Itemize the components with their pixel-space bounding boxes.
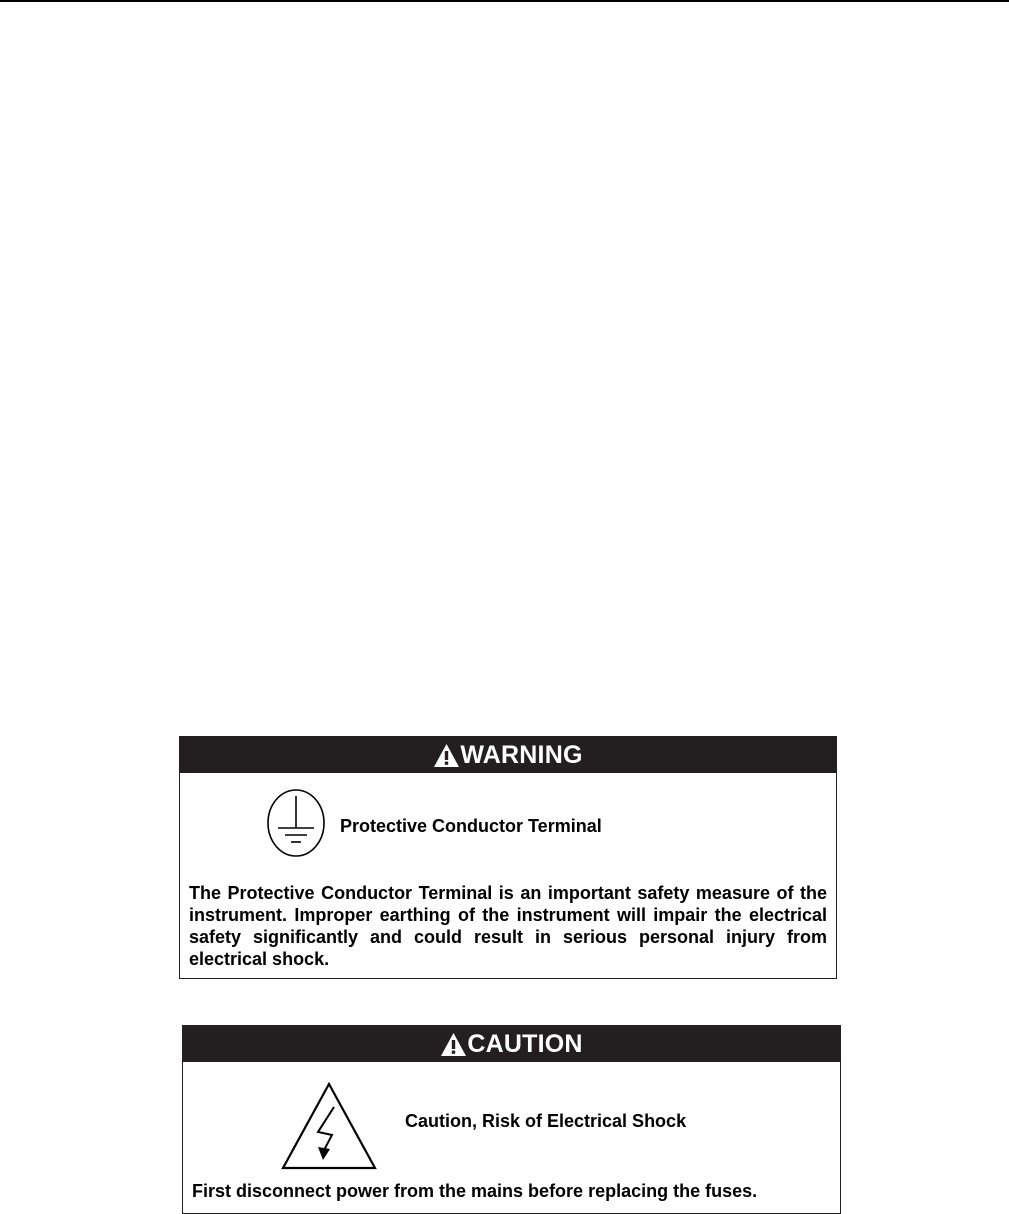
caution-triangle-icon	[440, 1032, 467, 1057]
warning-title: WARNING	[460, 741, 583, 769]
caution-notice	[182, 1025, 841, 1214]
electrical-shock-icon	[280, 1080, 378, 1172]
caution-body-text: First disconnect power from the mains before replacing the fuses.	[192, 1181, 758, 1201]
page-top-rule	[0, 0, 1009, 2]
protective-earth-icon	[266, 788, 326, 858]
warning-symbol-label: Protective Conductor Terminal	[340, 816, 602, 836]
caution-symbol-label: Caution, Risk of Electrical Shock	[405, 1111, 687, 1131]
warning-triangle-icon	[433, 743, 460, 768]
caution-header	[183, 1026, 840, 1062]
warning-body-text: The Protective Conductor Terminal is an important safety measure of the instrument. Improper earthing of the instrument will impair the electrical safety significantly and could result in serious personal injury from electrical shock.	[189, 883, 827, 969]
warning-notice	[179, 736, 837, 979]
warning-header	[180, 737, 836, 773]
caution-title: CAUTION	[467, 1030, 583, 1058]
